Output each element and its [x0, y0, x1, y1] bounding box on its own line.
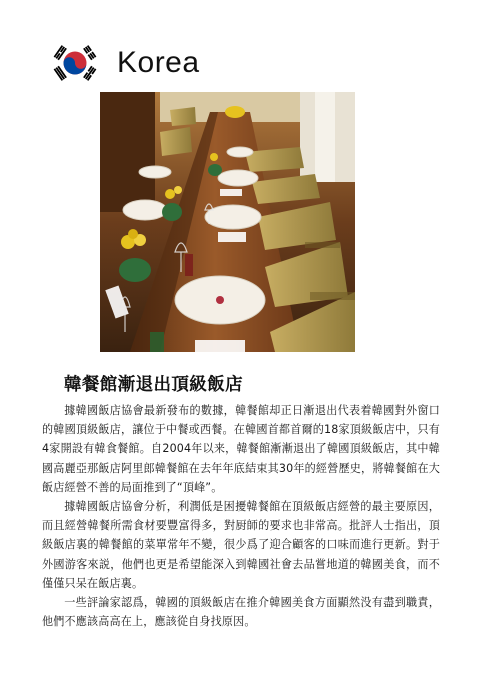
country-title: Korea — [117, 46, 200, 79]
page-header — [50, 38, 200, 88]
south-korea-flag-icon — [50, 40, 100, 86]
article-paragraph: 據韓國飯店協會分析，利潤低是困擾韓餐館在頂級飯店經營的最主要原因，而且經營韓餐所需食材要豐富得多，對厨師的要求也非常高。批評人士指出，頂級飯店裏的韓餐館的菜單常年不變，很少爲了迎合顧客的口味而進行更新。對于外國游客來説，他們也更是希望能深入到韓國社會去品嘗地道的韓國美食，而不僅僅只呆在飯店裏。 — [42, 500, 440, 590]
article-headline: 韓餐館漸退出頂級飯店 — [64, 375, 243, 395]
restaurant-dining-table-photo — [100, 92, 355, 352]
article-body — [42, 401, 440, 631]
article-paragraph: 一些評論家認爲，韓國的頂級飯店在推介韓國美食方面顯然没有盡到職責，他們不應該高高在上，應該從自身找原因。 — [42, 596, 440, 629]
restaurant-photo — [100, 92, 355, 352]
article-paragraph: 據韓國飯店協會最新發布的數據，韓餐館却正日漸退出代表着韓國對外窗口的韓國頂級飯店，讓位于中餐或西餐。在韓國首都首爾的18家頂級飯店中，只有4家開設有韓食餐館。自2004年以来，韓餐館漸漸退出了韓國頂級飯店，其中韓國高麗亞那飯店阿里郎韓餐館在去年年底結束其30年的經營歷史，將韓餐館在大飯店經營不善的局面推到了“頂峰”。 — [42, 404, 440, 494]
